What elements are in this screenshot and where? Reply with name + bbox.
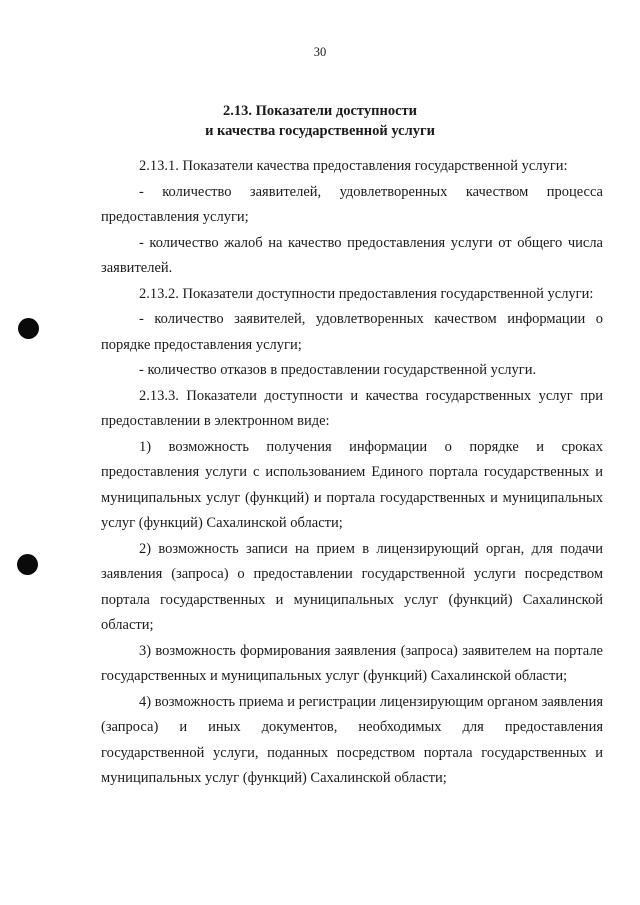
- paragraph-list-item: - количество жалоб на качество предоставления услуги от общего числа заявителей.: [101, 234, 603, 276]
- punch-hole-mark: [17, 554, 38, 575]
- paragraph-numbered-item: 1) возможность получения информации о порядке и сроках предоставления услуги с использованием Единого портала государственных и муниципальных услуг (функций) и портала государственных и муниципальных услуг (функций) Сахалинской области;: [101, 438, 603, 531]
- paragraph-subsection-2-13-3: 2.13.3. Показатели доступности и качества государственных услуг при предоставлении в электронном виде:: [101, 387, 603, 429]
- paragraph-numbered-item: 2) возможность записи на прием в лицензирующий орган, для подачи заявления (запроса) о предоставлении государственной услуги посредством портала государственных и муниципальных услуг (функций) Сахалинской области;: [101, 540, 603, 633]
- page-number: 30: [313, 45, 327, 59]
- paragraph-list-item: - количество отказов в предоставлении государственной услуги.: [139, 362, 537, 378]
- section-heading-line: и качества государственной услуги: [205, 123, 435, 139]
- body-text: [101, 154, 603, 792]
- paragraph-subsection-2-13-2: 2.13.2. Показатели доступности предоставления государственной услуги:: [139, 285, 594, 302]
- paragraph-numbered-item: 4) возможность приема и регистрации лицензирующим органом заявления (запроса) и иных документов, необходимых для предоставления государственной услуги, поданных посредством портала государственных и муниципальных услуг (функций) Сахалинской области;: [101, 693, 603, 786]
- paragraph-list-item: - количество заявителей, удовлетворенных качеством информации о порядке предоставления услуги;: [101, 311, 603, 353]
- paragraph-list-item: - количество заявителей, удовлетворенных качеством процесса предоставления услуги;: [101, 183, 603, 225]
- section-heading: [0, 101, 640, 141]
- paragraph-subsection-2-13-1: 2.13.1. Показатели качества предоставления государственной услуги:: [139, 158, 568, 174]
- paragraph-numbered-item: 3) возможность формирования заявления (запроса) заявителем на портале государственных и муниципальных услуг (функций) Сахалинской области;: [101, 642, 603, 684]
- section-heading-line: 2.13. Показатели доступности: [223, 103, 417, 119]
- punch-hole-mark: [18, 318, 39, 339]
